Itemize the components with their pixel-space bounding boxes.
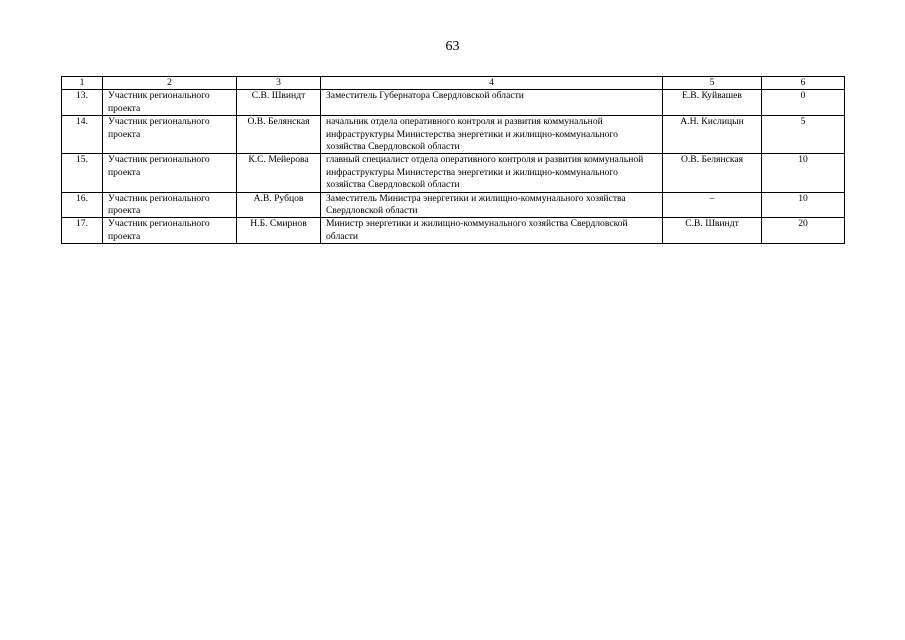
row-number: 15. xyxy=(62,154,103,192)
row-number: 14. xyxy=(62,116,103,154)
row-number: 16. xyxy=(62,192,103,218)
table-row xyxy=(62,154,845,192)
row-role: Участник регионального проекта xyxy=(103,90,237,116)
row-number: 17. xyxy=(62,218,103,244)
row-role: Участник регионального проекта xyxy=(103,154,237,192)
table-header-row xyxy=(62,77,845,90)
row-role: Участник регионального проекта xyxy=(103,192,237,218)
table-row xyxy=(62,116,845,154)
column-header: 6 xyxy=(762,77,845,90)
row-role: Участник регионального проекта xyxy=(103,116,237,154)
row-supervisor: С.В. Швиндт xyxy=(663,218,762,244)
row-percent: 10 xyxy=(762,154,845,192)
row-name: К.С. Мейерова xyxy=(237,154,321,192)
row-name: Н.Б. Смирнов xyxy=(237,218,321,244)
row-position: начальник отдела оперативного контроля и развития коммунальной инфраструктуры Министерства энергетики и жилищно-коммунального хозяйства Свердловской области xyxy=(321,116,663,154)
row-supervisor: – xyxy=(663,192,762,218)
table-row xyxy=(62,90,845,116)
table-row xyxy=(62,192,845,218)
row-percent: 20 xyxy=(762,218,845,244)
column-header: 1 xyxy=(62,77,103,90)
row-position: Заместитель Губернатора Свердловской области xyxy=(321,90,663,116)
column-header: 4 xyxy=(321,77,663,90)
row-role: Участник регионального проекта xyxy=(103,218,237,244)
row-supervisor: А.Н. Кислицын xyxy=(663,116,762,154)
row-position: Министр энергетики и жилищно-коммунального хозяйства Свердловской области xyxy=(321,218,663,244)
column-header: 5 xyxy=(663,77,762,90)
row-position: Заместитель Министра энергетики и жилищно-коммунального хозяйства Свердловской области xyxy=(321,192,663,218)
row-name: С.В. Швиндт xyxy=(237,90,321,116)
participants-table xyxy=(61,76,845,244)
row-name: О.В. Белянская xyxy=(237,116,321,154)
row-position: главный специалист отдела оперативного контроля и развития коммунальной инфраструктуры Министерства энергетики и жилищно-коммунального хозяйства Свердловской области xyxy=(321,154,663,192)
row-name: А.В. Рубцов xyxy=(237,192,321,218)
column-header: 2 xyxy=(103,77,237,90)
row-supervisor: О.В. Белянская xyxy=(663,154,762,192)
row-percent: 10 xyxy=(762,192,845,218)
table-row xyxy=(62,218,845,244)
row-percent: 0 xyxy=(762,90,845,116)
row-number: 13. xyxy=(62,90,103,116)
row-percent: 5 xyxy=(762,116,845,154)
column-header: 3 xyxy=(237,77,321,90)
page-number: 63 xyxy=(445,39,460,54)
row-supervisor: Е.В. Куйвашев xyxy=(663,90,762,116)
